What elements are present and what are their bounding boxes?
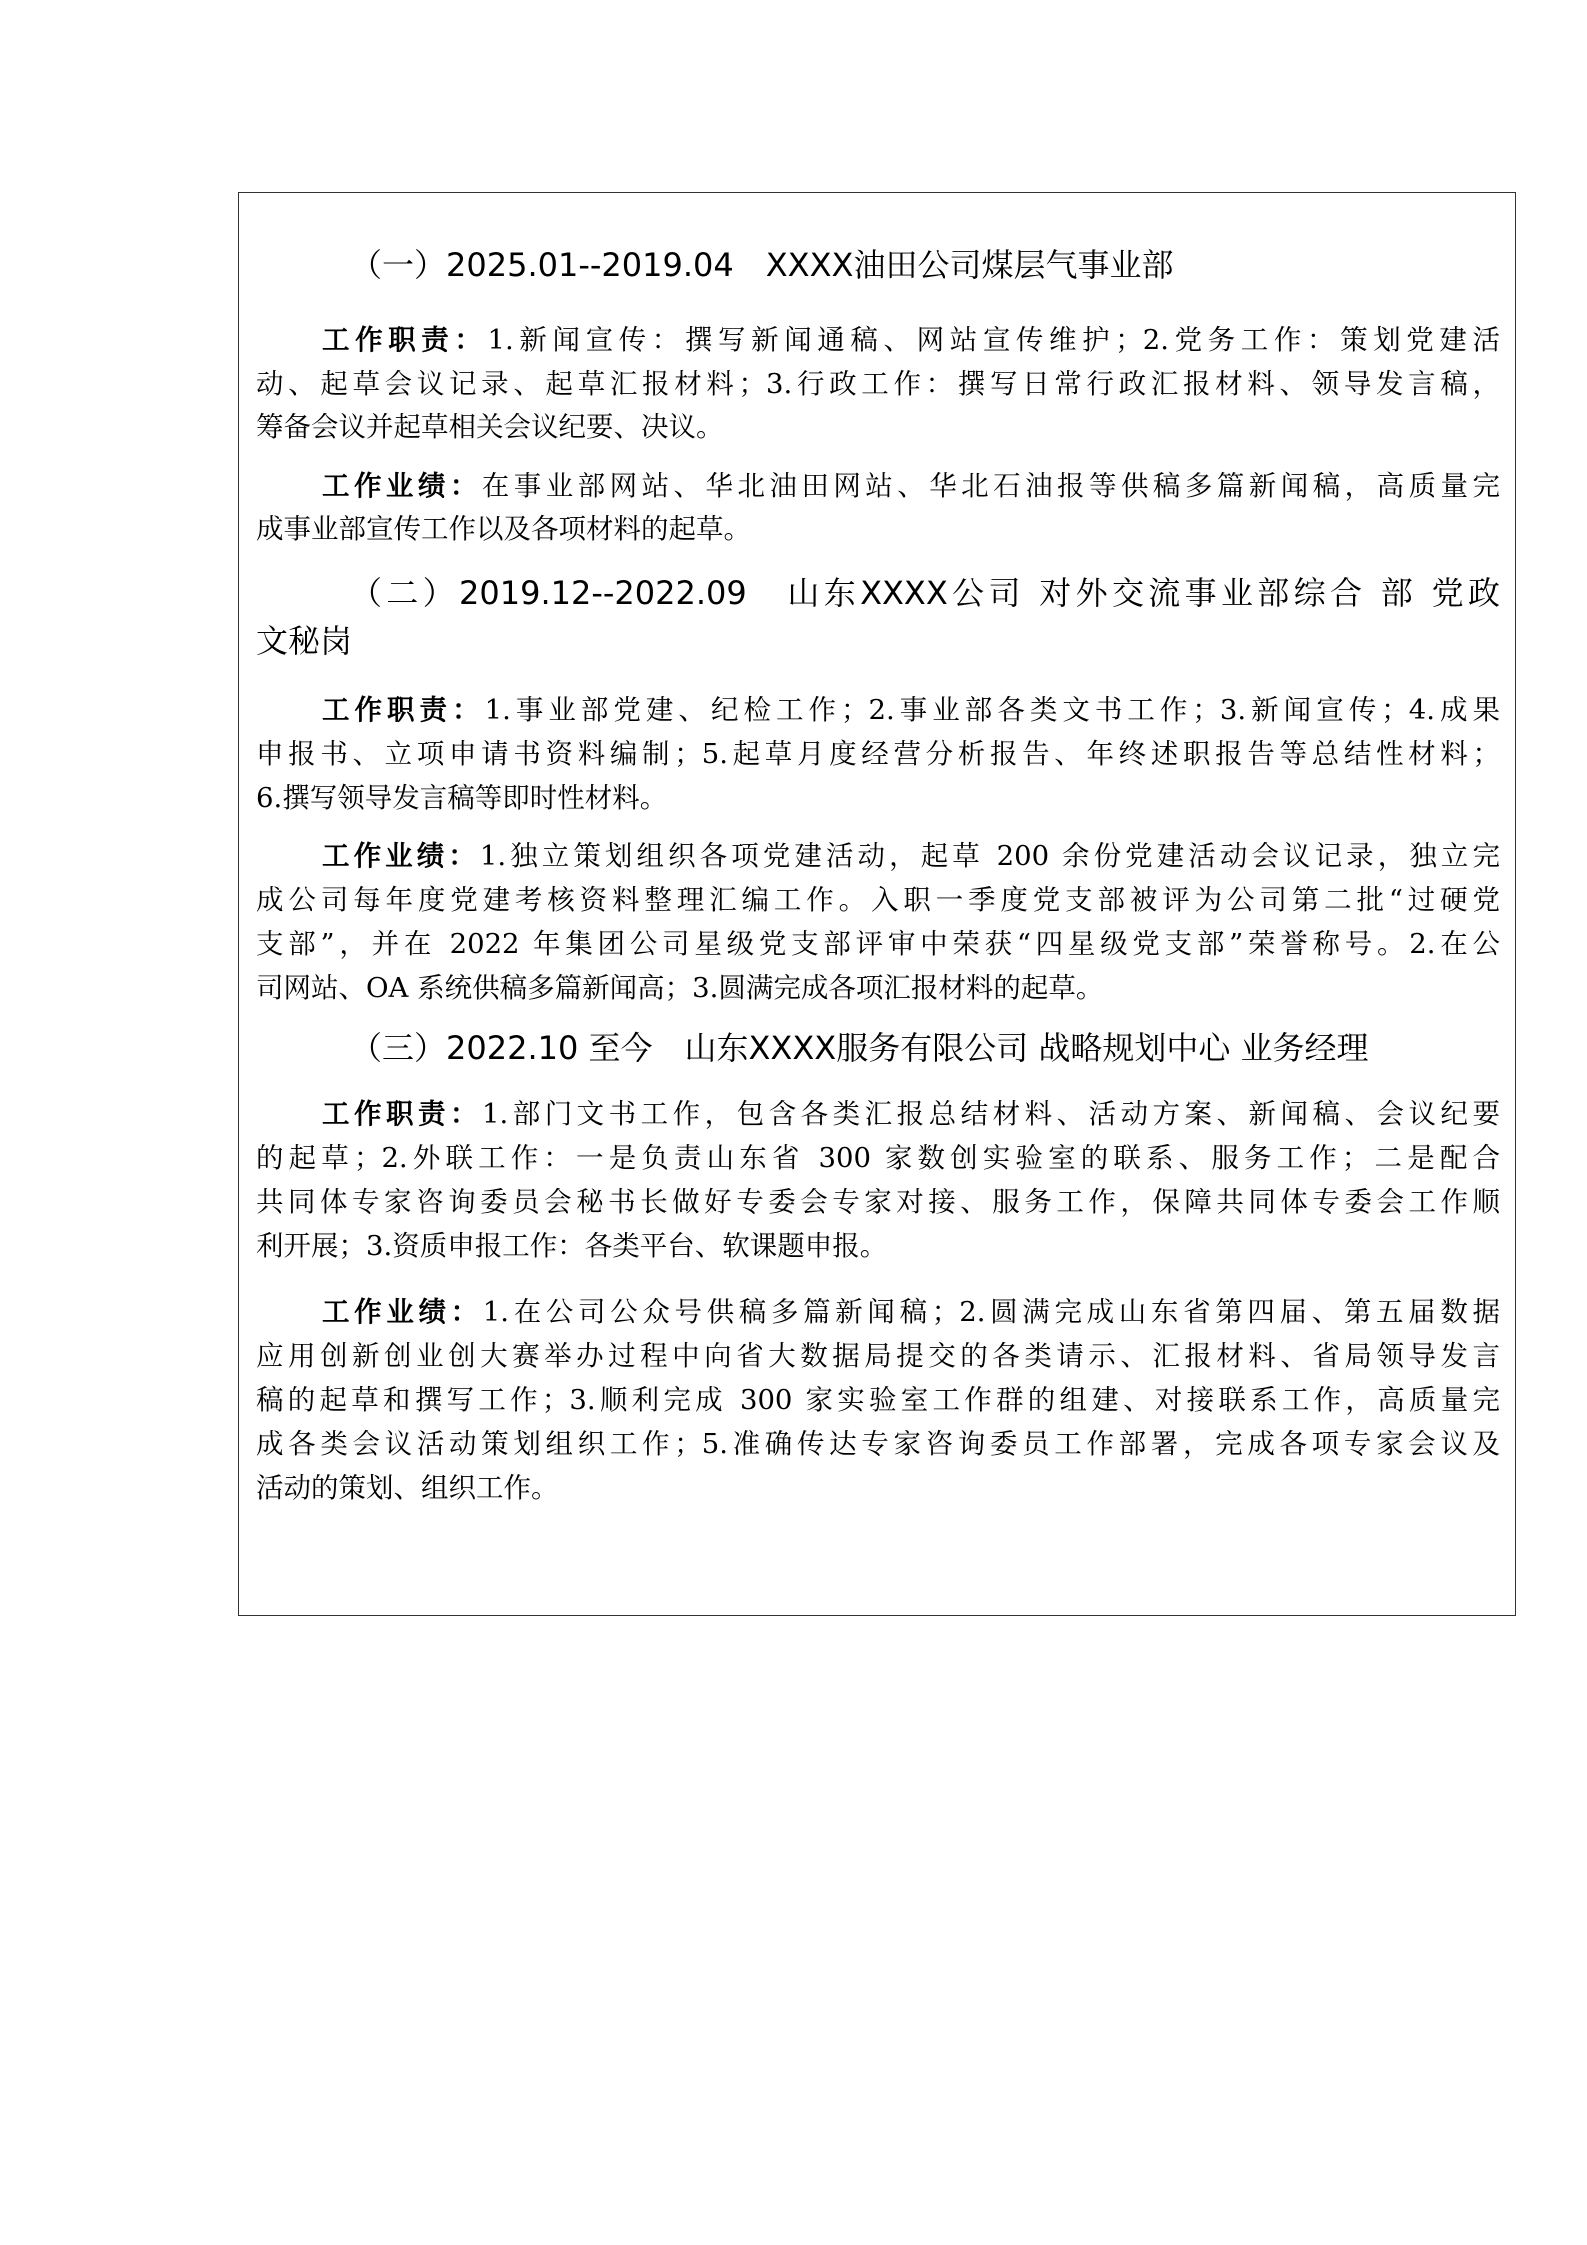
section-1-duties-line-2: 动、起草会议记录、起草汇报材料；3.行政工作：撰写日常行政汇报材料、领导发言稿， <box>256 368 1500 400</box>
section-3-achievements-line-1: 工作业绩：1.在公司公众号供稿多篇新闻稿；2.圆满完成山东省第四届、第五届数据 <box>322 1296 1500 1328</box>
section-3-duties-line-1: 工作职责：1.部门文书工作，包含各类汇报总结材料、活动方案、新闻稿、会议纪要 <box>322 1098 1500 1130</box>
section-3-achievements-line-4: 成各类会议活动策划组织工作；5.准确传达专家咨询委员工作部署，完成各项专家会议及 <box>256 1428 1500 1460</box>
section-3-duties-line-3: 共同体专家咨询委员会秘书长做好专委会专家对接、服务工作，保障共同体专委会工作顺 <box>256 1186 1500 1218</box>
section-2-heading-line-2: 文秘岗 <box>256 622 353 660</box>
achievements-label: 工作业绩： <box>322 1296 483 1328</box>
section-2-achievements-line-1: 工作业绩：1.独立策划组织各项党建活动，起草 200 余份党建活动会议记录，独立完 <box>322 840 1500 872</box>
duties-label: 工作职责： <box>322 324 488 356</box>
section-2-duties-line-3: 6.撰写领导发言稿等即时性材料。 <box>256 782 668 814</box>
section-3-heading: （三）2022.10 至今 山东XXXX服务有限公司 战略规划中心 业务经理 <box>350 1029 1369 1067</box>
section-2-duties-line-1: 工作职责：1.事业部党建、纪检工作；2.事业部各类文书工作；3.新闻宣传；4.成果 <box>322 694 1500 726</box>
section-1-duties-line-1: 工作职责：1.新闻宣传：撰写新闻通稿、网站宣传维护；2.党务工作：策划党建活 <box>322 324 1500 356</box>
section-2-achievements-line-4: 司网站、OA 系统供稿多篇新闻高；3.圆满完成各项汇报材料的起草。 <box>256 972 1104 1004</box>
achievements-label: 工作业绩： <box>322 840 480 872</box>
section-3-duties-line-4: 利开展；3.资质申报工作：各类平台、软课题申报。 <box>256 1230 888 1262</box>
section-1-achievements-line-2: 成事业部宣传工作以及各项材料的起草。 <box>256 513 751 545</box>
section-3-achievements-line-3: 稿的起草和撰写工作；3.顺利完成 300 家实验室工作群的组建、对接联系工作，高质量完 <box>256 1384 1500 1416</box>
section-2-heading-line-1: （二）2019.12--2022.09 山东XXXX公司 对外交流事业部综合 部 党政 <box>350 574 1500 612</box>
section-2-achievements-line-2: 成公司每年度党建考核资料整理汇编工作。入职一季度党支部被评为公司第二批“过硬党 <box>256 884 1500 916</box>
section-2-duties-line-2: 申报书、立项申请书资料编制；5.起草月度经营分析报告、年终述职报告等总结性材料； <box>256 738 1500 770</box>
section-2-achievements-line-3: 支部”，并在 2022 年集团公司星级党支部评审中荣获“四星级党支部”荣誉称号。2.在公 <box>256 928 1500 960</box>
section-3-duties-line-2: 的起草；2.外联工作：一是负责山东省 300 家数创实验室的联系、服务工作；二是配合 <box>256 1142 1500 1174</box>
section-1-heading: （一）2025.01--2019.04 XXXX油田公司煤层气事业部 <box>350 246 1174 284</box>
duties-label: 工作职责： <box>322 1098 482 1130</box>
section-3-achievements-line-5: 活动的策划、组织工作。 <box>256 1472 559 1504</box>
duties-label: 工作职责： <box>322 694 485 726</box>
achievements-label: 工作业绩： <box>322 470 482 502</box>
section-1-duties-line-3: 筹备会议并起草相关会议纪要、决议。 <box>256 411 724 443</box>
section-3-achievements-line-2: 应用创新创业创大赛举办过程中向省大数据局提交的各类请示、汇报材料、省局领导发言 <box>256 1340 1500 1372</box>
section-1-achievements-line-1: 工作业绩：在事业部网站、华北油田网站、华北石油报等供稿多篇新闻稿，高质量完 <box>322 470 1500 502</box>
